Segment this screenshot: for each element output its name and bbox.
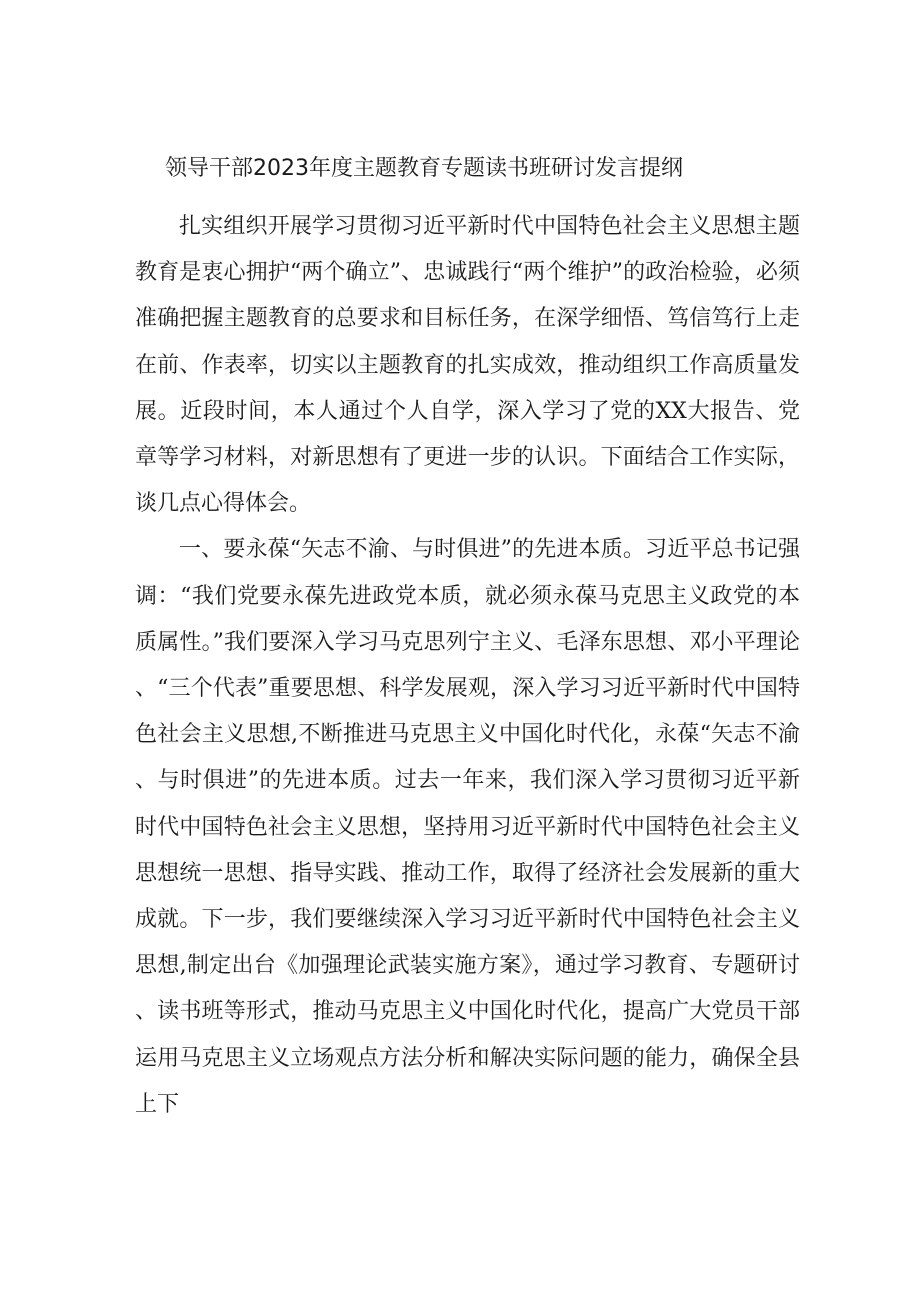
document-body	[135, 204, 800, 1128]
paragraph-intro: 扎实组织开展学习贯彻习近平新时代中国特色社会主义思想主题教育是衷心拥护“两个确立”、忠诚践行“两个维护”的政治检验，必须准确把握主题教育的总要求和目标任务，在深学细悟、笃信笃行上走在前、作表率，切实以主题教育的扎实成效，推动组织工作高质量发展。近段时间，本人通过个人自学，深入学习了党的XX大报告、党章等学习材料，对新思想有了更进一步的认识。下面结合工作实际，谈几点心得体会。	[135, 214, 800, 517]
paragraph-section-one: 一、要永葆“矢志不渝、与时俱进”的先进本质。习近平总书记强调：“我们党要永葆先进政党本质，就必须永葆马克思主义政党的本质属性。”我们要深入学习马克思列宁主义、毛泽东思想、邓小平理论、“三个代表”重要思想、科学发展观，深入学习习近平新时代中国特色社会主义思想,不断推进马克思主义中国化时代化，永葆“矢志不渝、与时俱进”的先进本质。过去一年来，我们深入学习贯彻习近平新时代中国特色社会主义思想，坚持用习近平新时代中国特色社会主义思想统一思想、指导实践、推动工作，取得了经济社会发展新的重大成就。下一步，我们要继续深入学习习近平新时代中国特色社会主义思想,制定出台《加强理论武装实施方案》，通过学习教育、专题研讨、读书班等形式，推动马克思主义中国化时代化，提高广大党员干部运用马克思主义立场观点方法分析和解决实际问题的能力，确保全县上下	[135, 537, 800, 1117]
document-title: 领导干部2023年度主题教育专题读书班研讨发言提纲	[165, 156, 683, 181]
